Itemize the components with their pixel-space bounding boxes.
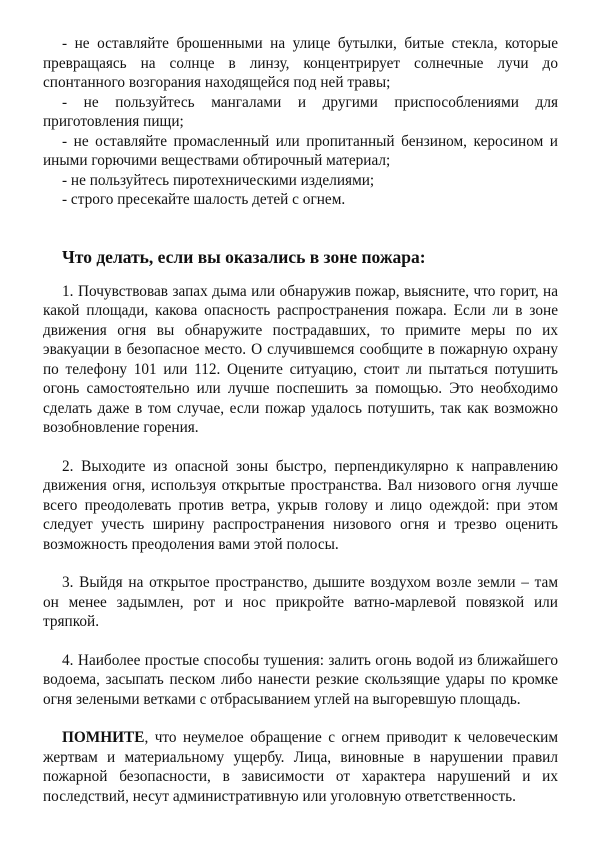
prohibitions-list — [43, 34, 558, 210]
list-item: - не оставляйте брошенными на улице бутылки, битые стекла, которые превращаясь на солнце в линзу, концентрирует солнечные лучи до спонтанного возгорания находящейся под ней травы; — [43, 35, 558, 91]
list-item: - не оставляйте промасленный или пропитанный бензином, керосином и иными горючими веществами обтирочный материал; — [43, 132, 558, 169]
document-page — [43, 34, 558, 825]
remember-text: , что неумелое обращение с огнем приводит к человеческим жертвам и материальному ущербу. Лица, виновные в нарушении правил пожарной безопасности, в зависимости от характера нарушений и их последствий, несут административную или уголовную ответственность. — [43, 729, 558, 805]
remember-label: ПОМНИТЕ — [62, 729, 145, 746]
list-item: - строго пресекайте шалость детей с огнем. — [62, 191, 346, 208]
instruction-paragraph: 2. Выходите из опасной зоны быстро, перпендикулярно к направлению движения огня, используя открытые пространства. Вал низового огня лучше всего преодолевать против ветра, укрыв голову и лицо одеждой: при этом следует учесть ширину распространения низового огня и трезво оценить возможность преодоления вами этой полосы. — [43, 457, 558, 553]
instruction-paragraph: 3. Выйдя на открытое пространство, дышите воздухом возле земли – там он менее задымлен, рот и нос прикройте ватно-марлевой повязкой или тряпкой. — [43, 574, 558, 630]
list-item: - не пользуйтесь мангалами и другими приспособлениями для приготовления пищи; — [43, 93, 558, 130]
remember-paragraph — [43, 728, 558, 806]
instruction-paragraph: 4. Наиболее простые способы тушения: залить огонь водой из ближайшего водоема, засыпать песком либо нанести резкие скользящие удары по кромке огня зелеными ветками с отбрасыванием углей на выгоревшую площадь. — [43, 651, 558, 708]
list-item: - не пользуйтесь пиротехническими изделиями; — [62, 171, 375, 189]
section-heading: Что делать, если вы оказались в зоне пожара: — [62, 246, 426, 267]
instruction-paragraph: 1. Почувствовав запах дыма или обнаружив пожар, выясните, что горит, на какой площади, какова опасность распространения пожара. Если ли в зоне движения огня вы обнаружите пострадавших, то примите меры по их эвакуации в безопасное место. О случившемся сообщите в пожарную охрану по телефону 101 или 112. Оцените ситуацию, стоит ли пытаться потушить огонь самостоятельно или лучше поспешить за помощью. Это необходимо сделать даже в том случае, если пожар удалось потушить, так как возможно возобновление горения. — [43, 282, 558, 436]
